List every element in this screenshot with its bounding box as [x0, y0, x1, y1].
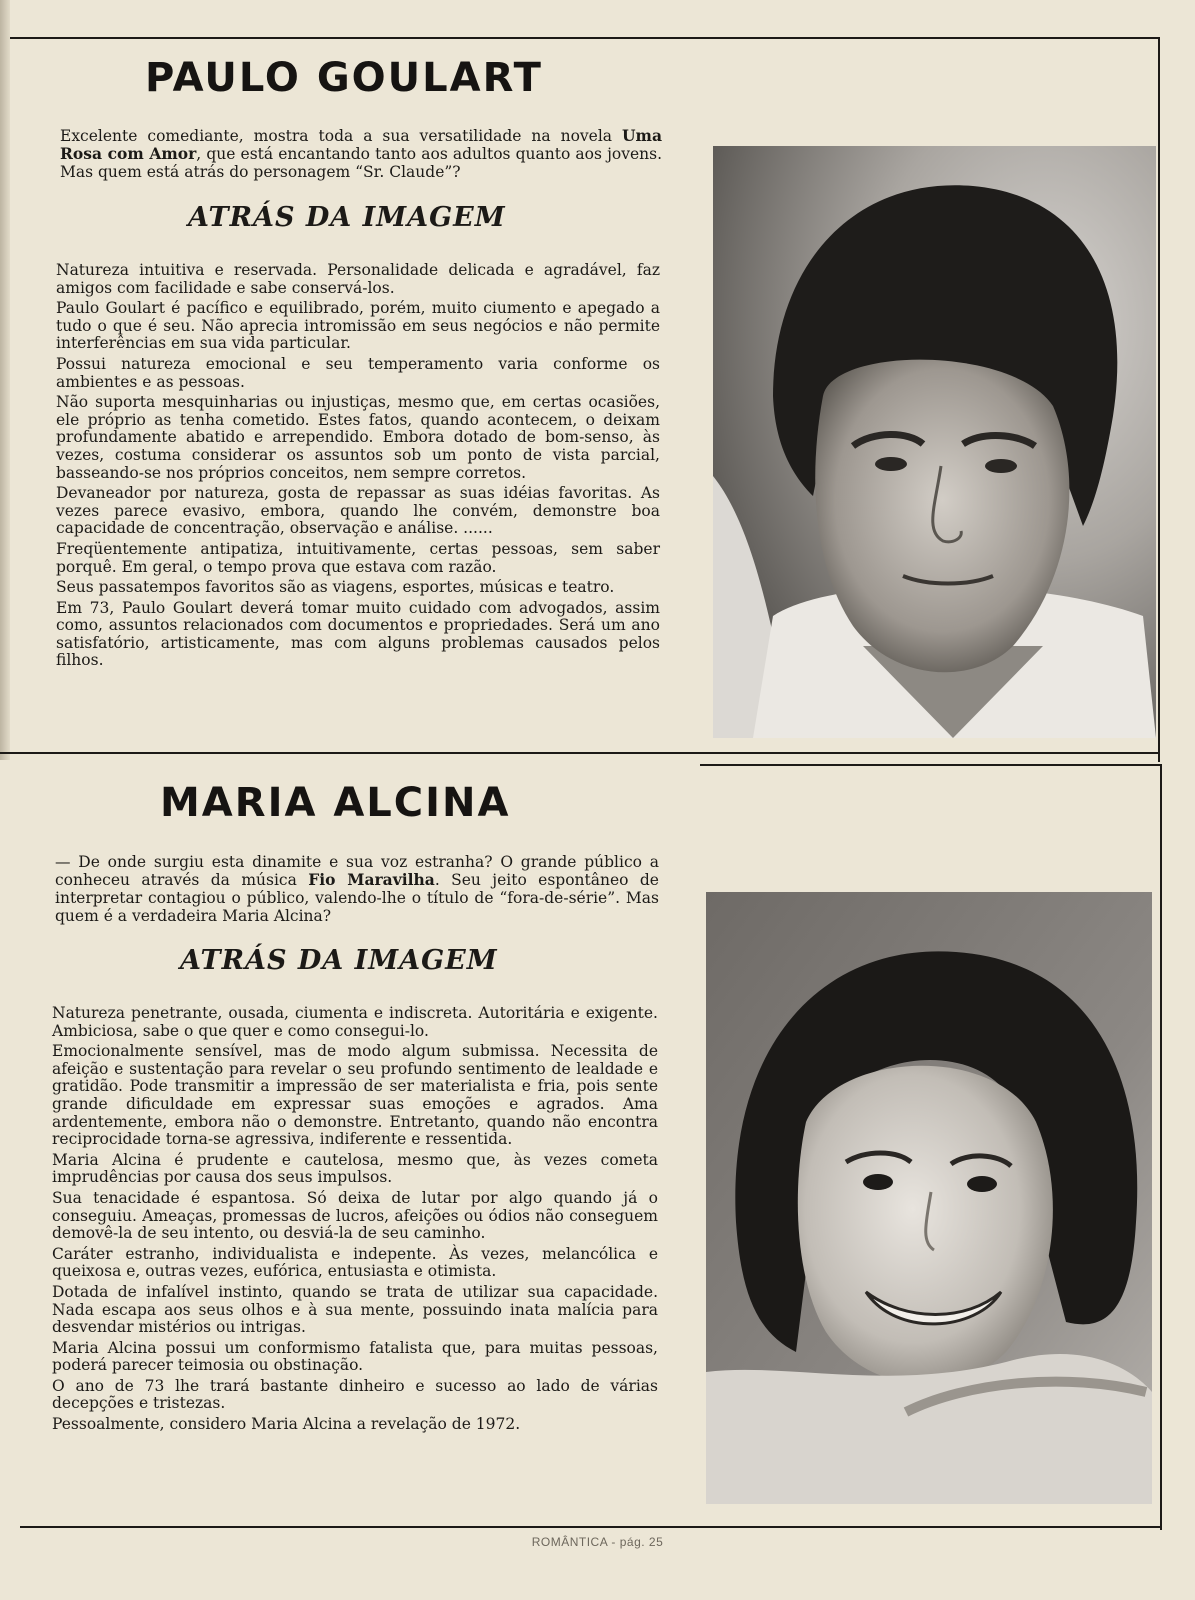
- body-paragraph: Pessoalmente, considero Maria Alcina a revelação de 1972.: [52, 1415, 521, 1434]
- section-subheading: ATRÁS DA IMAGEM: [188, 202, 506, 233]
- portrait-image: [713, 146, 1156, 738]
- intro-text-end: , que está encantando tanto aos adultos quanto aos jovens. Mas quem está atrás do personagem “Sr. Claude”?: [60, 145, 662, 181]
- section-subheading: ATRÁS DA IMAGEM: [180, 945, 498, 976]
- article-title: MARIA ALCINA: [160, 780, 511, 826]
- body-paragraph: Maria Alcina é prudente e cautelosa, mesmo que, às vezes cometa imprudências por causa dos seus impulsos.: [52, 1150, 658, 1187]
- page-footer: ROMÂNTICA - pág. 25: [531, 1535, 664, 1549]
- article-maria-alcina: [0, 760, 1195, 1540]
- intro-text: Excelente comediante, mostra toda a sua versatilidade na novela: [60, 127, 623, 145]
- body-paragraph: Paulo Goulart é pacífico e equilibrado, porém, muito ciumento e apegado a tudo o que é seu. Não aprecia intromissão em seus negócios e não permite interferências em sua vida particular.: [56, 299, 660, 353]
- song-title: Fio Maravilha: [308, 870, 435, 889]
- article-intro: [60, 127, 662, 181]
- body-paragraph: Em 73, Paulo Goulart deverá tomar muito cuidado com advogados, assim como, assuntos relacionados com documentos e propriedades. Será um ano satisfatório, artisticamente, mas com alguns problemas causados pelos filhos.: [56, 598, 660, 670]
- body-paragraph: Possui natureza emocional e seu temperamento varia conforme os ambientes e as pessoas.: [56, 354, 660, 391]
- body-paragraph: Caráter estranho, individualista e indepente. Às vezes, melancólica e queixosa e, outras vezes, eufórica, entusiasta e otimista.: [52, 1244, 658, 1281]
- article-intro: [55, 853, 659, 925]
- portrait-image: [706, 892, 1152, 1504]
- portrait-photo: [713, 146, 1156, 738]
- novel-title: Uma Rosa com Amor: [60, 126, 662, 163]
- body-paragraph: O ano de 73 lhe trará bastante dinheiro e sucesso ao lado de várias decepções e tristezas.: [52, 1376, 658, 1413]
- body-paragraph: Natureza intuitiva e reservada. Personalidade delicada e agradável, faz amigos com facilidade e sabe conservá-los.: [56, 261, 660, 297]
- body-paragraph: Freqüentemente antipatiza, intuitivamente, certas pessoas, sem saber porquê. Em geral, o tempo prova que estava com razão.: [56, 539, 660, 576]
- body-paragraph: Natureza penetrante, ousada, ciumenta e indiscreta. Autoritária e exigente. Ambiciosa, sabe o que quer e como consegui-lo.: [52, 1004, 658, 1040]
- body-paragraph: Maria Alcina possui um conformismo fatalista que, para muitas pessoas, poderá parecer teimosia ou obstinação.: [52, 1338, 658, 1375]
- body-paragraph: Emocionalmente sensível, mas de modo algum submissa. Necessita de afeição e sustentação para revelar o seu profundo sentimento de lealdade e gratidão. Pode transmitir a impressão de ser materialista e fria, pois sente grande dificuldade em expressar suas emoções e agrados. Ama ardentemente, embora não o demonstre. Entretanto, quando não encontra reciprocidade torna-se agressiva, indiferente e ressentida.: [52, 1042, 658, 1149]
- body-paragraph: Seus passatempos favoritos são as viagens, esportes, músicas e teatro.: [56, 578, 615, 597]
- intro-text: — De onde surgiu esta dinamite e sua voz estranha? O grande público a conheceu através da música: [55, 853, 659, 889]
- intro-text-end: . Seu jeito espontâneo de interpretar contagiou o público, valendo-lhe o título de “fora-de-série”. Mas quem é a verdadeira Maria Alcina?: [55, 871, 659, 925]
- article-body: [56, 262, 660, 673]
- article-paulo-goulart: [0, 0, 1195, 760]
- body-paragraph: Devaneador por natureza, gosta de repassar as suas idéias favoritas. As vezes parece evasivo, embora, quando lhe convém, demonstre boa capacidade de concentração, observação e análise. ......: [56, 484, 660, 538]
- body-paragraph: Não suporta mesquinharias ou injustiças, mesmo que, em certas ocasiões, ele próprio as tenha cometido. Estes fatos, quando acontecem, o deixam profundamente abatido e arrependido. Embora dotado de bom-senso, às vezes, costuma considerar os assuntos sob um ponto de vista parcial, basseando-se nos próprios conceitos, nem sempre corretos.: [56, 393, 660, 482]
- article-body: [52, 1005, 658, 1437]
- body-paragraph: Sua tenacidade é espantosa. Só deixa de lutar por algo quando já o conseguiu. Ameaças, promessas de lucros, afeições ou ódios não conseguem demovê-la de seu intento, ou desviá-la de seu caminho.: [52, 1188, 658, 1243]
- body-paragraph: Dotada de infalível instinto, quando se trata de utilizar sua capacidade. Nada escapa aos seus olhos e à sua mente, possuindo inata malícia para desvendar mistérios ou intrigas.: [52, 1282, 658, 1337]
- article-title: PAULO GOULART: [145, 55, 543, 101]
- portrait-photo: [706, 892, 1152, 1504]
